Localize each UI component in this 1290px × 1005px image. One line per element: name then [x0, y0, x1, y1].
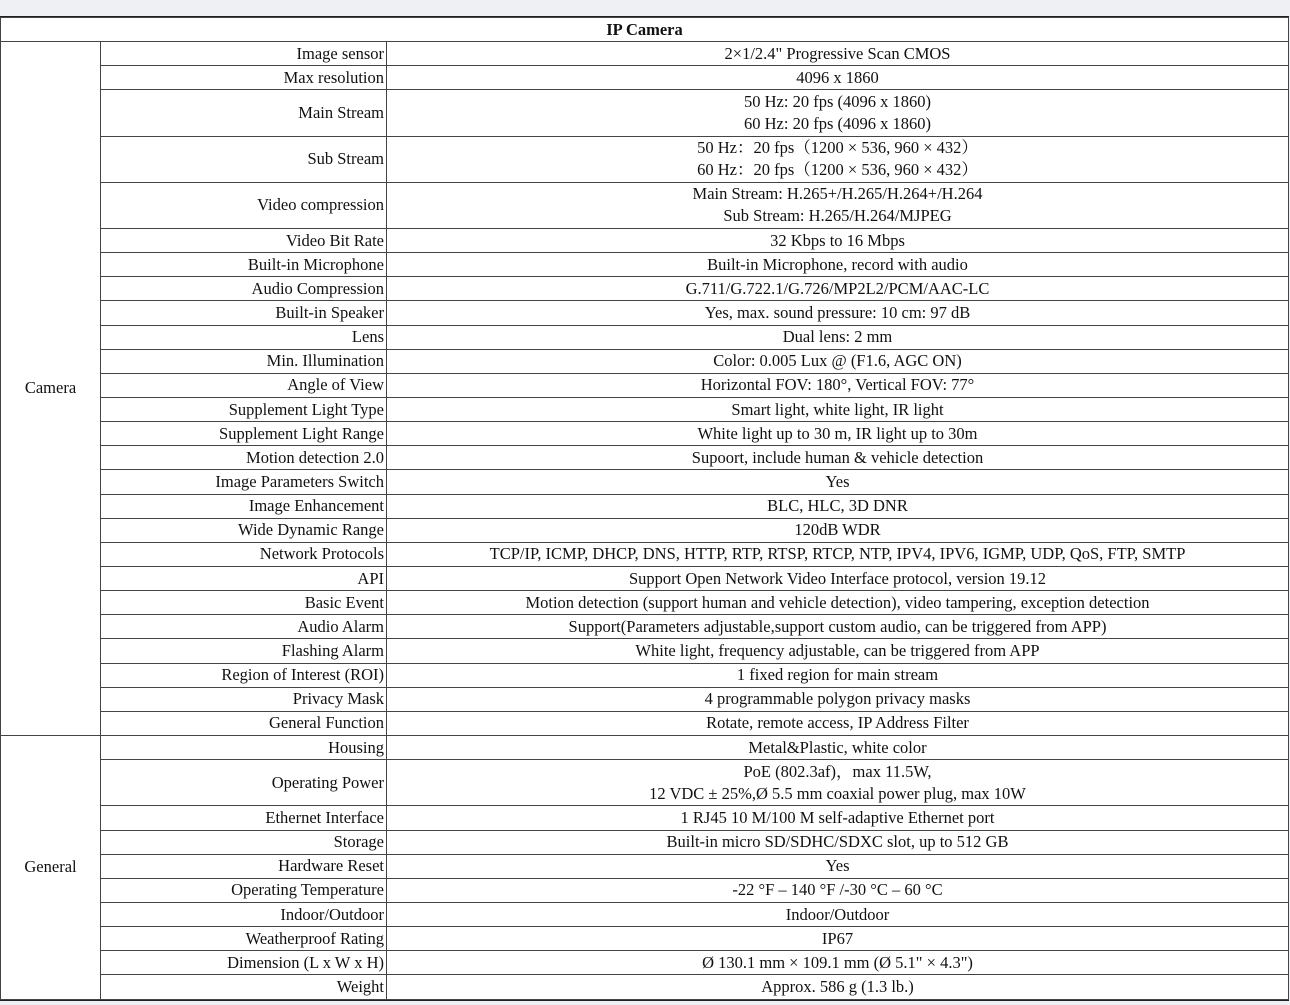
- spec-value-line: 1 fixed region for main stream: [736, 665, 939, 685]
- spec-value: [387, 830, 1289, 854]
- spec-label: Housing: [101, 735, 387, 759]
- spec-value: [387, 927, 1289, 951]
- spec-value: [387, 398, 1289, 422]
- spec-value-line: 60 Hz: 20 fps (4096 x 1860): [744, 113, 931, 133]
- spec-value: [387, 66, 1289, 90]
- spec-row: [1, 349, 1289, 373]
- spec-row: [1, 830, 1289, 854]
- spec-sheet: [0, 16, 1289, 1001]
- spec-value-line: Motion detection (support human and vehicle detection), video tampering, exception detection: [525, 592, 1150, 612]
- spec-value-line: White light, frequency adjustable, can be triggered from APP: [635, 640, 1040, 660]
- spec-row: [1, 927, 1289, 951]
- spec-row: [1, 854, 1289, 878]
- spec-value: [387, 277, 1289, 301]
- spec-row: [1, 711, 1289, 735]
- spec-row: [1, 591, 1289, 615]
- spec-row: [1, 951, 1289, 975]
- spec-value-line: 1 RJ45 10 M/100 M self-adaptive Ethernet port: [680, 807, 995, 827]
- spec-value: [387, 806, 1289, 830]
- spec-value: [387, 42, 1289, 66]
- spec-label: Video compression: [101, 182, 387, 228]
- spec-label: Hardware Reset: [101, 854, 387, 878]
- spec-value: [387, 325, 1289, 349]
- spec-label: General Function: [101, 711, 387, 735]
- spec-value: [387, 975, 1289, 1000]
- spec-value-line: Sub Stream: H.265/H.264/MJPEG: [723, 206, 952, 226]
- spec-value-line: 32 Kbps to 16 Mbps: [770, 230, 905, 250]
- spec-value: [387, 951, 1289, 975]
- spec-table: [0, 17, 1289, 1000]
- spec-value: [387, 518, 1289, 542]
- spec-row: [1, 301, 1289, 325]
- spec-row: [1, 253, 1289, 277]
- spec-value-line: Built-in micro SD/SDHC/SDXC slot, up to 512 GB: [666, 832, 1009, 852]
- spec-value-line: 4 programmable polygon privacy masks: [704, 689, 971, 709]
- spec-row: [1, 277, 1289, 301]
- spec-label: Image Enhancement: [101, 494, 387, 518]
- spec-row: [1, 687, 1289, 711]
- spec-value-line: 2×1/2.4" Progressive Scan CMOS: [724, 43, 951, 63]
- spec-value-line: Built-in Microphone, record with audio: [707, 254, 968, 274]
- spec-label: Built-in Microphone: [101, 253, 387, 277]
- spec-label: Flashing Alarm: [101, 639, 387, 663]
- spec-value: [387, 422, 1289, 446]
- spec-value-line: Yes, max. sound pressure: 10 cm: 97 dB: [704, 303, 971, 323]
- spec-label: Angle of View: [101, 373, 387, 397]
- spec-row: [1, 325, 1289, 349]
- spec-row: [1, 494, 1289, 518]
- spec-value: [387, 615, 1289, 639]
- spec-label: Storage: [101, 830, 387, 854]
- spec-row: [1, 518, 1289, 542]
- spec-value-line: 50 Hz：20 fps（1200 × 536, 960 × 432）: [697, 138, 978, 158]
- spec-row: [1, 542, 1289, 566]
- spec-label: Indoor/Outdoor: [101, 902, 387, 926]
- spec-value-line: Support Open Network Video Interface protocol, version 19.12: [628, 568, 1047, 588]
- spec-value: [387, 136, 1289, 182]
- spec-label: Basic Event: [101, 591, 387, 615]
- spec-row: [1, 422, 1289, 446]
- spec-value-line: 120dB WDR: [794, 520, 881, 540]
- spec-value-line: 4096 x 1860: [796, 67, 879, 87]
- spec-value: [387, 711, 1289, 735]
- spec-row: [1, 878, 1289, 902]
- spec-value: [387, 446, 1289, 470]
- spec-value: [387, 854, 1289, 878]
- spec-label: Network Protocols: [101, 542, 387, 566]
- spec-row: [1, 446, 1289, 470]
- spec-value: [387, 301, 1289, 325]
- spec-value: [387, 902, 1289, 926]
- spec-value: [387, 591, 1289, 615]
- spec-row: [1, 902, 1289, 926]
- spec-body: [1, 42, 1289, 1000]
- spec-value-line: G.711/G.722.1/G.726/MP2L2/PCM/AAC-LC: [685, 278, 990, 298]
- spec-value: [387, 470, 1289, 494]
- spec-label: Lens: [101, 325, 387, 349]
- spec-value: [387, 229, 1289, 253]
- spec-row: [1, 760, 1289, 806]
- spec-row: [1, 90, 1289, 136]
- spec-row: [1, 398, 1289, 422]
- spec-value: [387, 639, 1289, 663]
- title-row: [1, 18, 1289, 42]
- spec-row: [1, 663, 1289, 687]
- spec-label: API: [101, 567, 387, 591]
- spec-row: [1, 470, 1289, 494]
- spec-value-line: Metal&Plastic, white color: [748, 737, 927, 757]
- spec-row: [1, 42, 1289, 66]
- spec-value-line: Horizontal FOV: 180°, Vertical FOV: 77°: [700, 375, 975, 395]
- spec-label: Min. Illumination: [101, 349, 387, 373]
- spec-value-line: Support(Parameters adjustable,support custom audio, can be triggered from APP): [568, 616, 1107, 636]
- spec-label: Supplement Light Range: [101, 422, 387, 446]
- spec-row: [1, 136, 1289, 182]
- spec-label: Max resolution: [101, 66, 387, 90]
- spec-label: Weatherproof Rating: [101, 927, 387, 951]
- spec-value-line: Supoort, include human & vehicle detection: [691, 447, 984, 467]
- section-name: General: [1, 735, 101, 999]
- spec-row: [1, 182, 1289, 228]
- spec-value-line: 12 VDC ± 25%,Ø 5.5 mm coaxial power plug, max 10W: [649, 783, 1026, 803]
- spec-row: [1, 229, 1289, 253]
- spec-value: [387, 90, 1289, 136]
- spec-value-line: Yes: [825, 856, 850, 876]
- spec-row: [1, 615, 1289, 639]
- spec-value-line: -22 °F – 140 °F /-30 °C – 60 °C: [732, 880, 943, 900]
- spec-label: Image sensor: [101, 42, 387, 66]
- spec-row: [1, 975, 1289, 1000]
- spec-label: Video Bit Rate: [101, 229, 387, 253]
- spec-label: Weight: [101, 975, 387, 1000]
- spec-row: [1, 806, 1289, 830]
- spec-label: Privacy Mask: [101, 687, 387, 711]
- spec-label: Operating Temperature: [101, 878, 387, 902]
- spec-value-line: Smart light, white light, IR light: [731, 399, 944, 419]
- spec-value: [387, 687, 1289, 711]
- spec-value-line: TCP/IP, ICMP, DHCP, DNS, HTTP, RTP, RTSP, RTCP, NTP, IPV4, IPV6, IGMP, UDP, QoS, FTP, SMTP: [489, 544, 1186, 564]
- spec-row: [1, 373, 1289, 397]
- spec-value: [387, 760, 1289, 806]
- spec-value: [387, 182, 1289, 228]
- spec-row: [1, 567, 1289, 591]
- spec-value-line: IP67: [821, 928, 854, 948]
- spec-value-line: BLC, HLC, 3D DNR: [767, 496, 908, 516]
- spec-value-line: White light up to 30 m, IR light up to 30m: [697, 423, 978, 443]
- spec-value-line: Yes: [825, 472, 850, 491]
- spec-value: [387, 663, 1289, 687]
- spec-label: Region of Interest (ROI): [101, 663, 387, 687]
- spec-label: Supplement Light Type: [101, 398, 387, 422]
- spec-value: [387, 373, 1289, 397]
- spec-value-line: Main Stream: H.265+/H.265/H.264+/H.264: [692, 184, 983, 204]
- spec-value-line: 50 Hz: 20 fps (4096 x 1860): [744, 91, 931, 111]
- spec-row: [1, 66, 1289, 90]
- spec-value-line: PoE (802.3af)，max 11.5W,: [743, 761, 932, 781]
- spec-value-line: 60 Hz：20 fps（1200 × 536, 960 × 432）: [697, 160, 978, 180]
- spec-value: [387, 253, 1289, 277]
- table-title: IP Camera: [1, 18, 1289, 42]
- spec-label: Wide Dynamic Range: [101, 518, 387, 542]
- spec-label: Motion detection 2.0: [101, 446, 387, 470]
- spec-value: [387, 542, 1289, 566]
- spec-value: [387, 494, 1289, 518]
- spec-value-line: Approx. 586 g (1.3 lb.): [761, 977, 914, 997]
- section-name: Camera: [1, 42, 101, 736]
- spec-label: Main Stream: [101, 90, 387, 136]
- spec-label: Dimension (L x W x H): [101, 951, 387, 975]
- spec-row: [1, 639, 1289, 663]
- spec-value-line: Rotate, remote access, IP Address Filter: [706, 713, 969, 733]
- spec-label: Built-in Speaker: [101, 301, 387, 325]
- spec-label: Audio Alarm: [101, 615, 387, 639]
- spec-value: [387, 567, 1289, 591]
- spec-label: Audio Compression: [101, 277, 387, 301]
- spec-value-line: Ø 130.1 mm × 109.1 mm (Ø 5.1" × 4.3"): [702, 952, 973, 972]
- spec-label: Image Parameters Switch: [101, 470, 387, 494]
- spec-value: [387, 349, 1289, 373]
- spec-row: [1, 735, 1289, 759]
- spec-label: Ethernet Interface: [101, 806, 387, 830]
- spec-value-line: Indoor/Outdoor: [785, 904, 890, 924]
- spec-value-line: Color: 0.005 Lux @ (F1.6, AGC ON): [713, 351, 962, 371]
- spec-label: Sub Stream: [101, 136, 387, 182]
- spec-value: [387, 735, 1289, 759]
- spec-label: Operating Power: [101, 760, 387, 806]
- spec-value: [387, 878, 1289, 902]
- spec-value-line: Dual lens: 2 mm: [782, 327, 893, 347]
